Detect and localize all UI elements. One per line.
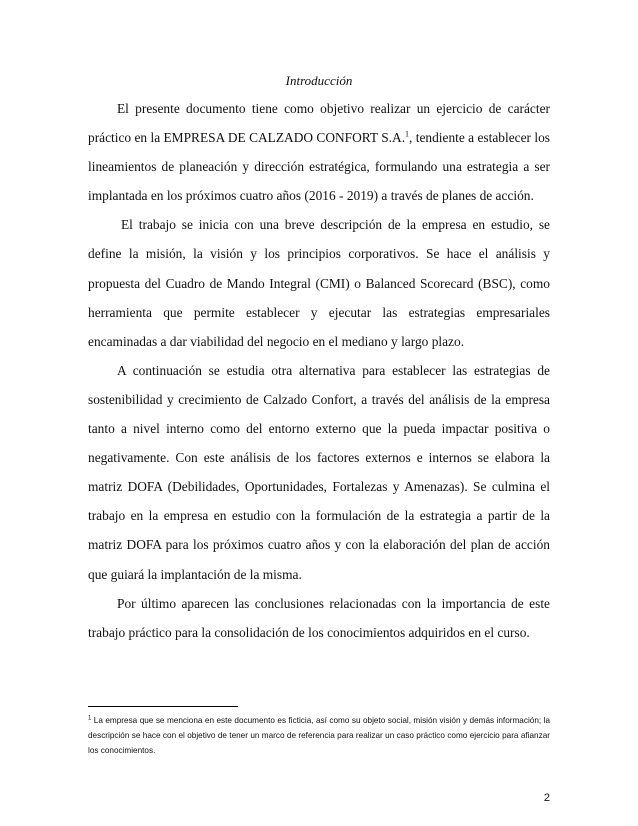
footnote-number: 1 [88, 715, 92, 722]
footnote-separator [88, 706, 238, 707]
paragraph-1 [88, 94, 550, 210]
paragraph-1-text-continued: , tendiente a establecer los lineamientos de planeación y dirección estratégica, formulando una estrategia a ser implantada en los próximos cuatro años (2016 - 2019) a través de planes de acción. [88, 130, 550, 204]
footnote-reference: 1 [405, 129, 410, 139]
footnote-text: La empresa que se menciona en este documento es ficticia, así como su objeto social, misión visión y demás información; la descripción se hace con el objetivo de tener un marco de referencia para realizar un caso práctico como ejercicio para afianzar los conocimientos. [88, 716, 550, 756]
footnote [88, 713, 550, 759]
section-heading: Introducción [285, 73, 353, 88]
body-text [88, 94, 550, 647]
paragraph-2: El trabajo se inicia con una breve descripción de la empresa en estudio, se define la misión, la visión y los principios corporativos. Se hace el análisis y propuesta del Cuadro de Mando Integral (CMI) o Balanced Scorecard (BSC), como herramienta que permite establecer y ejecutar las estrategias empresariales encaminadas a dar viabilidad del negocio en el mediano y largo plazo. [88, 217, 550, 349]
page-number: 2 [543, 792, 550, 804]
paragraph-3: A continuación se estudia otra alternativa para establecer las estrategias de sostenibilidad y crecimiento de Calzado Confort, a través del análisis de la empresa tanto a nivel interno como del entorno externo que la pueda impactar positiva o negativamente. Con este análisis de los factores externos e internos se elabora la matriz DOFA (Debilidades, Oportunidades, Fortalezas y Amenazas). Se culmina el trabajo en la empresa en estudio con la formulación de la estrategia a partir de la matriz DOFA para los próximos cuatro años y con la elaboración del plan de acción que guiará la implantación de la misma. [88, 362, 550, 582]
paragraph-1-text: El presente documento tiene como objetivo realizar un ejercicio de carácter práctico en la EMPRESA DE CALZADO CONFORT S.A. [88, 101, 550, 146]
paragraph-4: Por último aparecen las conclusiones relacionadas con la importancia de este trabajo práctico para la consolidación de los conocimientos adquiridos en el curso. [88, 595, 550, 640]
